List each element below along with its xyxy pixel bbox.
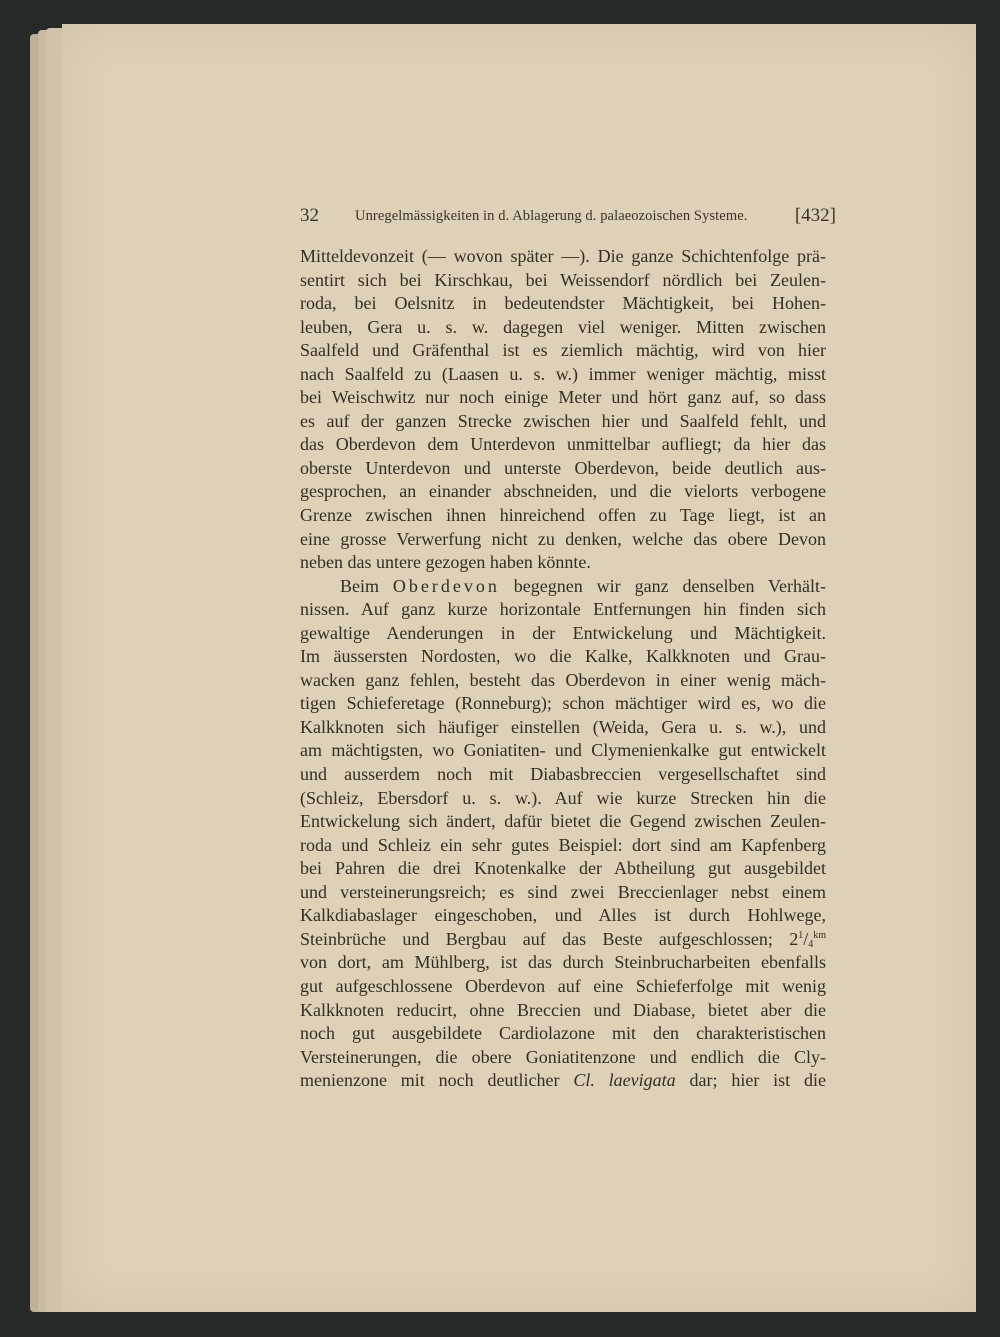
text-line: und versteinerungsreich; es sind zwei Breccienlager nebst einem [300, 881, 826, 902]
paragraph-first-line [300, 575, 826, 599]
unit-superscript: km [813, 929, 826, 941]
italic-line [300, 1069, 826, 1093]
text-line: es auf der ganzen Strecke zwischen hier und Saalfeld fehlt, und [300, 410, 826, 431]
text-line: und ausserdem noch mit Diabasbreccien vergesellschaftet sind [300, 764, 826, 785]
text-fragment: begegnen wir ganz denselben Verhält- [499, 575, 826, 596]
text-line: oberste Unterdevon und unterste Oberdevon, beide deutlich aus- [300, 457, 826, 478]
text-line: gesprochen, an einander abschneiden, und die vielorts verbogene [300, 481, 826, 502]
text-line: bei Pahren die drei Knotenkalke der Abtheilung gut ausgebildet [300, 858, 826, 879]
text-line: roda, bei Oelsnitz in bedeutendster Mächtigkeit, bei Hohen- [300, 293, 826, 314]
text-line: eine grosse Verwerfung nicht zu denken, welche das obere Devon [300, 528, 826, 549]
text-line: das Oberdevon dem Unterdevon unmittelbar aufliegt; da hier das [300, 434, 826, 455]
text-fragment: dar; hier ist die [675, 1070, 827, 1091]
text-line: Mitteldevonzeit (— wovon später —). Die ganze Schichtenfolge prä- [300, 246, 826, 266]
text-line: tigen Schieferetage (Ronneburg); schon mächtiger wird es, wo die [300, 693, 826, 714]
text-fragment: Beim [340, 575, 393, 596]
text-line: von dort, am Mühlberg, ist das durch Steinbrucharbeiten ebenfalls [300, 952, 826, 973]
text-line: sentirt sich bei Kirschkau, bei Weissendorf nördlich bei Zeulen- [300, 269, 826, 290]
text-line: Grenze zwischen ihnen hinreichend offen zu Tage liegt, ist an [300, 505, 826, 526]
fraction-denominator: 4 [808, 938, 814, 950]
text-line: nissen. Auf ganz kurze horizontale Entfernungen hin finden sich [300, 599, 826, 620]
fraction-line [300, 928, 826, 952]
text-fragment: Steinbrüche und Bergbau auf das Beste aufgeschlossen; 2 [300, 928, 799, 949]
text-line: (Schleiz, Ebersdorf u. s. w.). Auf wie kurze Strecken hin die [300, 787, 826, 808]
text-line: gut aufgeschlossene Oberdevon auf eine Schieferfolge mit wenig [300, 975, 826, 996]
spaced-term: Oberdevon [392, 575, 500, 596]
italic-species-name: Cl. laevigata [573, 1070, 676, 1091]
text-line: Kalkknoten reducirt, ohne Breccien und Diabase, bietet aber die [300, 999, 826, 1020]
fraction-slash: / [803, 928, 809, 949]
text-line: bei Weischwitz nur noch einige Meter und hört ganz auf, so dass [300, 387, 826, 408]
text-line: gewaltige Aenderungen in der Entwickelung und Mächtigkeit. [300, 622, 826, 643]
text-line: Kalkdiabaslager eingeschoben, und Alles ist durch Hohlwege, [300, 905, 826, 926]
text-line: Im äussersten Nordosten, wo die Kalke, Kalkknoten und Grau- [300, 646, 826, 667]
body-text [300, 245, 826, 1093]
text-line: Saalfeld und Gräfenthal ist es ziemlich mächtig, wird von hier [300, 340, 826, 361]
original-page-number: [432] [794, 205, 836, 226]
text-line: Entwickelung sich ändert, dafür bietet die Gegend zwischen Zeulen- [300, 811, 826, 832]
text-line: leuben, Gera u. s. w. dagegen viel weniger. Mitten zwischen [300, 316, 826, 337]
text-line: wacken ganz fehlen, besteht das Oberdevon in einer wenig mäch- [300, 669, 826, 690]
text-line: nach Saalfeld zu (Laasen u. s. w.) immer weniger mächtig, misst [300, 363, 826, 384]
text-line: neben das untere gezogen haben könnte. [300, 552, 591, 573]
text-fragment: menienzone mit noch deutlicher [300, 1070, 574, 1091]
page-header [300, 205, 836, 229]
text-line: noch gut ausgebildete Cardiolazone mit den charakteristischen [300, 1023, 826, 1044]
running-title: Unregelmässigkeiten in d. Ablagerung d. palaeozoischen Systeme. [355, 208, 748, 224]
text-line: Kalkknoten sich häufiger einstellen (Weida, Gera u. s. w.), und [300, 716, 826, 737]
text-line: am mächtigsten, wo Goniatiten- und Clymenienkalke gut entwickelt [300, 740, 826, 761]
text-line: Versteinerungen, die obere Goniatitenzone und endlich die Cly- [300, 1046, 826, 1067]
text-line: roda und Schleiz ein sehr gutes Beispiel: dort sind am Kapfenberg [300, 834, 826, 855]
page-number: 32 [300, 205, 319, 226]
fraction-numerator: 1 [798, 929, 804, 941]
